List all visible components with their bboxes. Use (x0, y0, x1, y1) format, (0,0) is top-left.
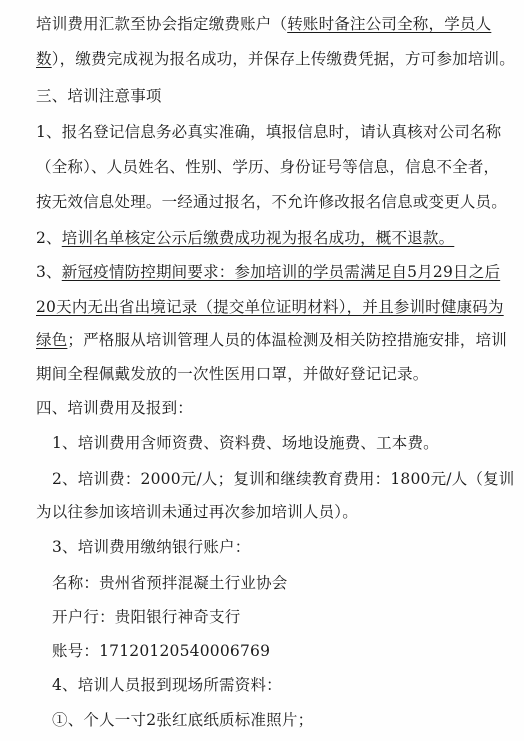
item-3-line-2 (36, 297, 504, 317)
item-3-underlined-1: 新冠疫情防控期间要求：参加培训的学员需满足自5月29日之后 (61, 263, 501, 281)
payment-text-end: ），缴费完成视为报名成功，并保存上传缴费凭据，方可参加培训。 (51, 50, 515, 68)
fee-item-1: 1、培训费用含师资费、资料费、场地设施费、工本费。 (52, 434, 439, 452)
item-3-prefix: 3、 (36, 263, 62, 281)
section-4-heading: 四、培训费用及报到： (36, 399, 194, 417)
item-3-underlined-3: 绿色 (36, 331, 68, 349)
item-2-prefix: 2、 (36, 229, 62, 247)
item-3-line-1 (36, 262, 500, 282)
payment-note-underlined-end: 数 (36, 50, 52, 68)
item-1-line-3: 按无效信息处理。一经通过报名，不允许修改报名信息或变更人员。 (36, 193, 508, 211)
item-2 (36, 228, 454, 248)
section-3-heading: 三、培训注意事项 (36, 87, 162, 105)
item-2-underlined: 培训名单核定公示后缴费成功视为报名成功，概不退款。 (61, 229, 455, 247)
bank-branch: 开户行：贵阳银行神奇支行 (52, 608, 241, 626)
requirement-1: ①、个人一寸2张红底纸质标准照片； (52, 711, 314, 729)
item-3-line-3 (36, 330, 507, 350)
fee-item-4: 4、培训人员报到现场所需资料： (52, 676, 282, 694)
fee-item-2-line-1: 2、培训费：2000元/人；复训和继续教育费用：1800元/人（复训 (52, 470, 515, 488)
item-3-underlined-2: 20天内无出省出境记录（提交单位证明材料），并且参训时健康码为 (36, 298, 504, 316)
fee-item-2-line-2: 为以往参加该培训未通过再次参加培训人员）。 (36, 503, 358, 521)
bank-account: 账号：17120120540006769 (52, 642, 271, 660)
payment-text: 培训费用汇款至协会指定缴费账户（ (36, 15, 288, 33)
item-3-line-4: 期间全程佩戴发放的一次性医用口罩，并做好登记记录。 (36, 365, 429, 383)
item-1-line-1: 1、报名登记信息务必真实准确，填报信息时，请认真核对公司名称 (36, 123, 502, 141)
payment-note-underlined: 转账时备注公司全称，学员人 (287, 15, 492, 33)
fee-item-3: 3、培训费用缴纳银行账户： (52, 538, 251, 556)
payment-paragraph-line-1 (36, 14, 491, 34)
bank-name: 名称：贵州省预拌混凝土行业协会 (52, 574, 288, 592)
item-1-line-2: （全称）、人员姓名、性别、学历、身份证号等信息，信息不全者， (36, 158, 500, 176)
item-3-text-3: ；严格服从培训管理人员的体温检测及相关防控措施安排，培训 (67, 331, 508, 349)
payment-paragraph-line-2 (36, 49, 515, 69)
